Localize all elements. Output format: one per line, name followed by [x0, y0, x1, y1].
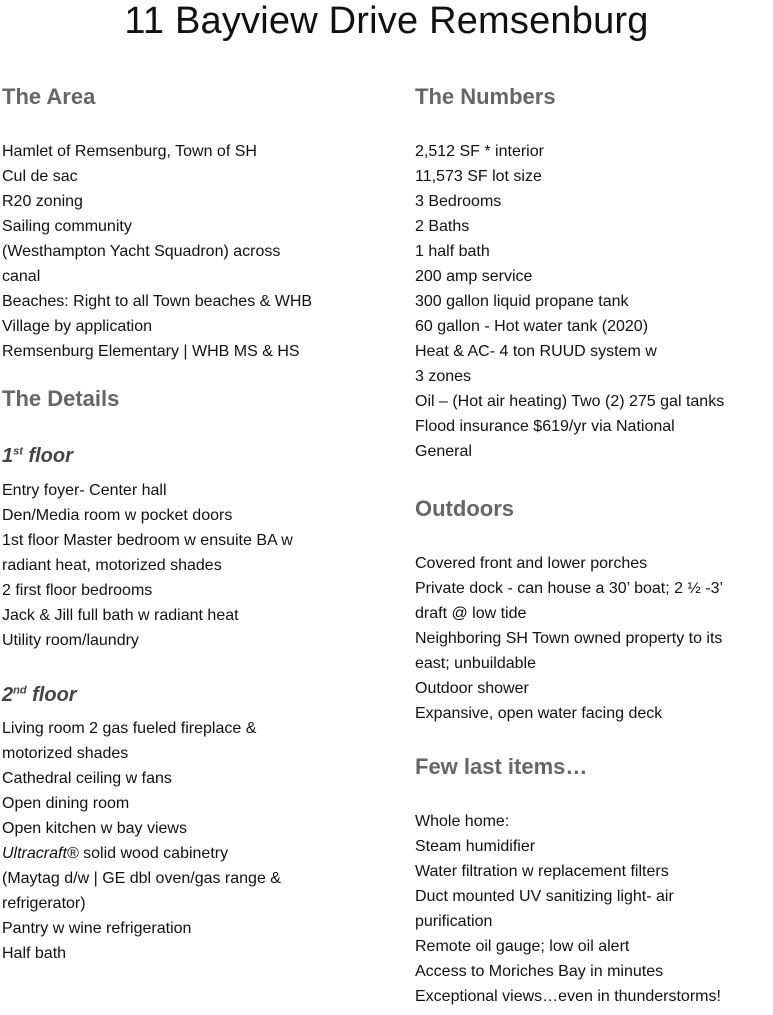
floor-number: 2 — [2, 684, 14, 706]
subheading-first-floor — [2, 442, 402, 470]
list-item: Half bath — [2, 945, 67, 962]
list-item: Cul de sac — [2, 168, 78, 185]
list-item: 3 zones — [415, 368, 472, 385]
list-item: 200 amp service — [415, 268, 533, 285]
list-item: Open kitchen w bay views — [2, 820, 187, 837]
section-heading-numbers: The Numbers — [415, 84, 556, 109]
list-item: 2 first floor bedrooms — [2, 582, 153, 599]
list-item: 11,573 SF lot size — [415, 168, 542, 185]
list-item: (Westhampton Yacht Squadron) across — [2, 243, 281, 260]
list-item: motorized shades — [2, 745, 129, 762]
list-item: Sailing community — [2, 218, 132, 235]
list-item: Den/Media room w pocket doors — [2, 507, 233, 524]
list-item: east; unbuildable — [415, 655, 536, 672]
list-item: radiant heat, motorized shades — [2, 557, 222, 574]
list-item: 60 gallon - Hot water tank (2020) — [415, 318, 649, 335]
list-item: Living room 2 gas fueled fireplace & — [2, 720, 257, 737]
list-item: Water filtration w replacement filters — [415, 863, 669, 880]
list-item: Neighboring SH Town owned property to its — [415, 630, 723, 647]
section-heading-details: The Details — [2, 386, 120, 411]
list-item: Remsenburg Elementary | WHB MS & HS — [2, 343, 300, 360]
list-item: Village by application — [2, 318, 153, 335]
left-column — [2, 82, 402, 966]
list-item: 2 Baths — [415, 218, 470, 235]
list-item: Open dining room — [2, 795, 130, 812]
list-item: (Maytag d/w | GE dbl oven/gas range & — [2, 870, 281, 887]
list-item: Flood insurance $619/yr via National — [415, 418, 675, 435]
brand-name: Ultracraft® — [2, 845, 79, 862]
list-item: Covered front and lower porches — [415, 555, 648, 572]
floor-suffix: nd — [13, 684, 27, 697]
list-item: draft @ low tide — [415, 605, 527, 622]
list-item: Access to Moriches Bay in minutes — [415, 963, 664, 980]
floor-number: 1 — [2, 445, 14, 467]
list-item: Heat & AC- 4 ton RUUD system w — [415, 343, 657, 360]
list-item: canal — [2, 268, 41, 285]
right-column — [415, 82, 773, 1009]
list-item: 2,512 SF * interior — [415, 143, 544, 160]
list-item: Duct mounted UV sanitizing light- air — [415, 888, 674, 905]
list-item: Expansive, open water facing deck — [415, 705, 663, 722]
list-item: Pantry w wine refrigeration — [2, 920, 192, 937]
brand-rest: solid wood cabinetry — [78, 845, 229, 862]
first-floor-list — [2, 478, 402, 653]
section-heading-area: The Area — [2, 84, 96, 109]
list-item: Utility room/laundry — [2, 632, 139, 649]
list-item: 1st floor Master bedroom w ensuite BA w — [2, 532, 293, 549]
list-item: purification — [415, 913, 493, 930]
section-heading-last-items: Few last items… — [415, 754, 588, 779]
list-item: 300 gallon liquid propane tank — [415, 293, 629, 310]
numbers-list — [415, 139, 773, 464]
page-title: 11 Bayview Drive Remsenburg — [124, 0, 649, 42]
list-item — [2, 841, 402, 866]
list-item: Hamlet of Remsenburg, Town of SH — [2, 143, 257, 160]
list-item: Beaches: Right to all Town beaches & WHB — [2, 293, 313, 310]
list-item: Whole home: — [415, 813, 510, 830]
area-list — [2, 139, 402, 364]
list-item: Oil – (Hot air heating) Two (2) 275 gal tanks — [415, 393, 725, 410]
section-heading-outdoors: Outdoors — [415, 496, 514, 521]
list-item: Outdoor shower — [415, 680, 529, 697]
floor-suffix: st — [13, 445, 23, 458]
list-item: 3 Bedrooms — [415, 193, 502, 210]
list-item: Private dock - can house a 30’ boat; 2 ½ -3’ — [415, 580, 724, 597]
list-item: Cathedral ceiling w fans — [2, 770, 172, 787]
list-item: Jack & Jill full bath w radiant heat — [2, 607, 239, 624]
list-item: Entry foyer- Center hall — [2, 482, 167, 499]
floor-word: floor — [28, 445, 73, 467]
floor-word: floor — [32, 684, 77, 706]
last-items-list — [415, 809, 773, 1009]
list-item: refrigerator) — [2, 895, 86, 912]
outdoors-list — [415, 551, 773, 726]
list-item: Exceptional views…even in thunderstorms! — [415, 988, 721, 1005]
list-item: General — [415, 443, 472, 460]
second-floor-list — [2, 716, 402, 966]
list-item: R20 zoning — [2, 193, 83, 210]
list-item: Remote oil gauge; low oil alert — [415, 938, 630, 955]
list-item: Steam humidifier — [415, 838, 536, 855]
subheading-second-floor — [2, 681, 402, 709]
list-item: 1 half bath — [415, 243, 490, 260]
